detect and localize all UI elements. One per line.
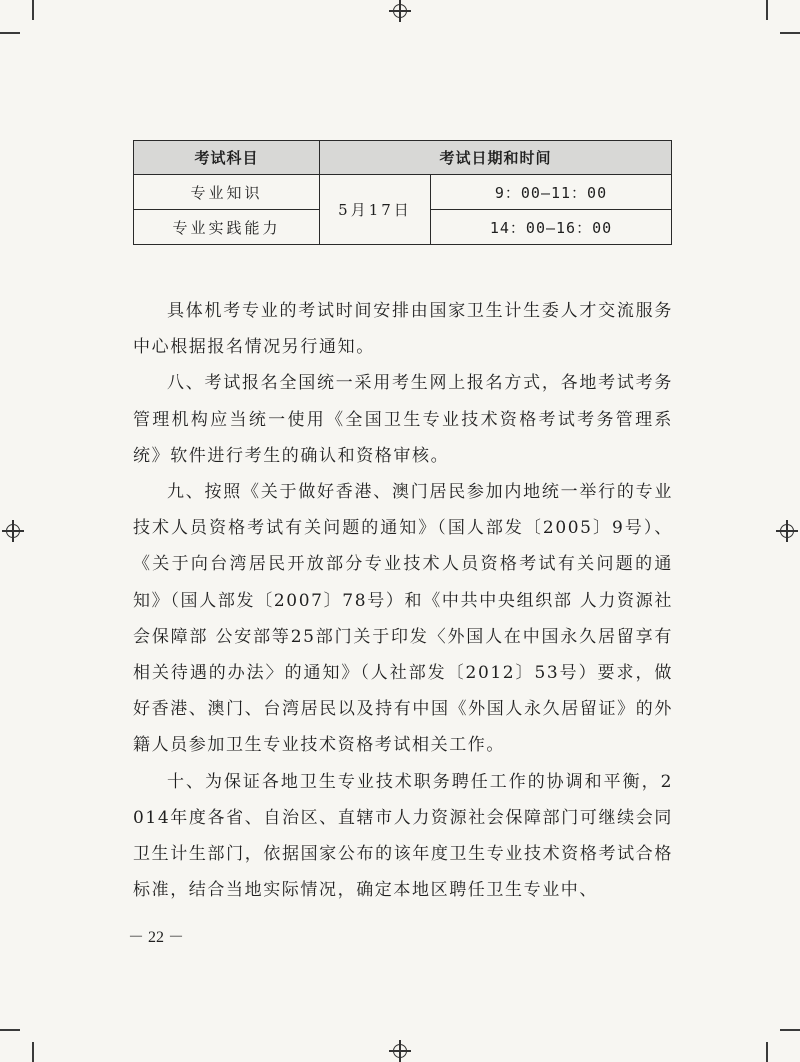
body-text [133,293,673,908]
crop-mark [32,0,34,20]
paragraph: 具体机考专业的考试时间安排由国家卫生计生委人才交流服务中心根据报名情况另行通知。 [133,301,673,358]
crop-mark [766,0,768,20]
subject-cell: 专业知识 [134,175,320,210]
crop-mark [780,1029,800,1031]
crop-mark [0,1029,20,1031]
crop-mark [766,1042,768,1062]
column-header-datetime: 考试日期和时间 [320,141,672,175]
registration-mark-icon [389,1040,411,1062]
table-row [134,175,672,210]
registration-mark-icon [776,520,798,542]
page-number: － 22 － [128,929,185,946]
time-cell: 14：00—16：00 [431,210,672,245]
crop-mark [0,32,20,34]
column-header-subject: 考试科目 [134,141,320,175]
paragraph: 九、按照《关于做好香港、澳门居民参加内地统一举行的专业技术人员资格考试有关问题的通知》（国人部发〔2005〕9号）、《关于向台湾居民开放部分专业技术人员资格考试有关问题的通知》（国人部发〔2007〕78号）和《中共中央组织部 人力资源社会保障部 公安部等25部门关于印发〈外国人在中国永久居留享有相关待遇的办法〉的通知》（人社部发〔2012〕53号）要求，做好香港、澳门、台湾居民以及持有中国《外国人永久居留证》的外籍人员参加卫生专业技术资格考试相关工作。 [133,482,673,756]
exam-schedule-table [133,140,672,245]
date-cell: 5月17日 [320,175,431,245]
registration-mark-icon [389,0,411,22]
table-header-row [134,141,672,175]
time-cell: 9：00—11：00 [431,175,672,210]
subject-cell: 专业实践能力 [134,210,320,245]
registration-mark-icon [2,520,24,542]
paragraph: 十、为保证各地卫生专业技术职务聘任工作的协调和平衡，2014年度各省、自治区、直辖市人力资源社会保障部门可继续会同卫生计生部门，依据国家公布的该年度卫生专业技术资格考试合格标准，结合当地实际情况，确定本地区聘任卫生专业中、 [133,771,673,901]
crop-mark [32,1042,34,1062]
crop-mark [780,32,800,34]
paragraph: 八、考试报名全国统一采用考生网上报名方式，各地考试考务管理机构应当统一使用《全国卫生专业技术资格考试考务管理系统》软件进行考生的确认和资格审核。 [133,373,673,466]
